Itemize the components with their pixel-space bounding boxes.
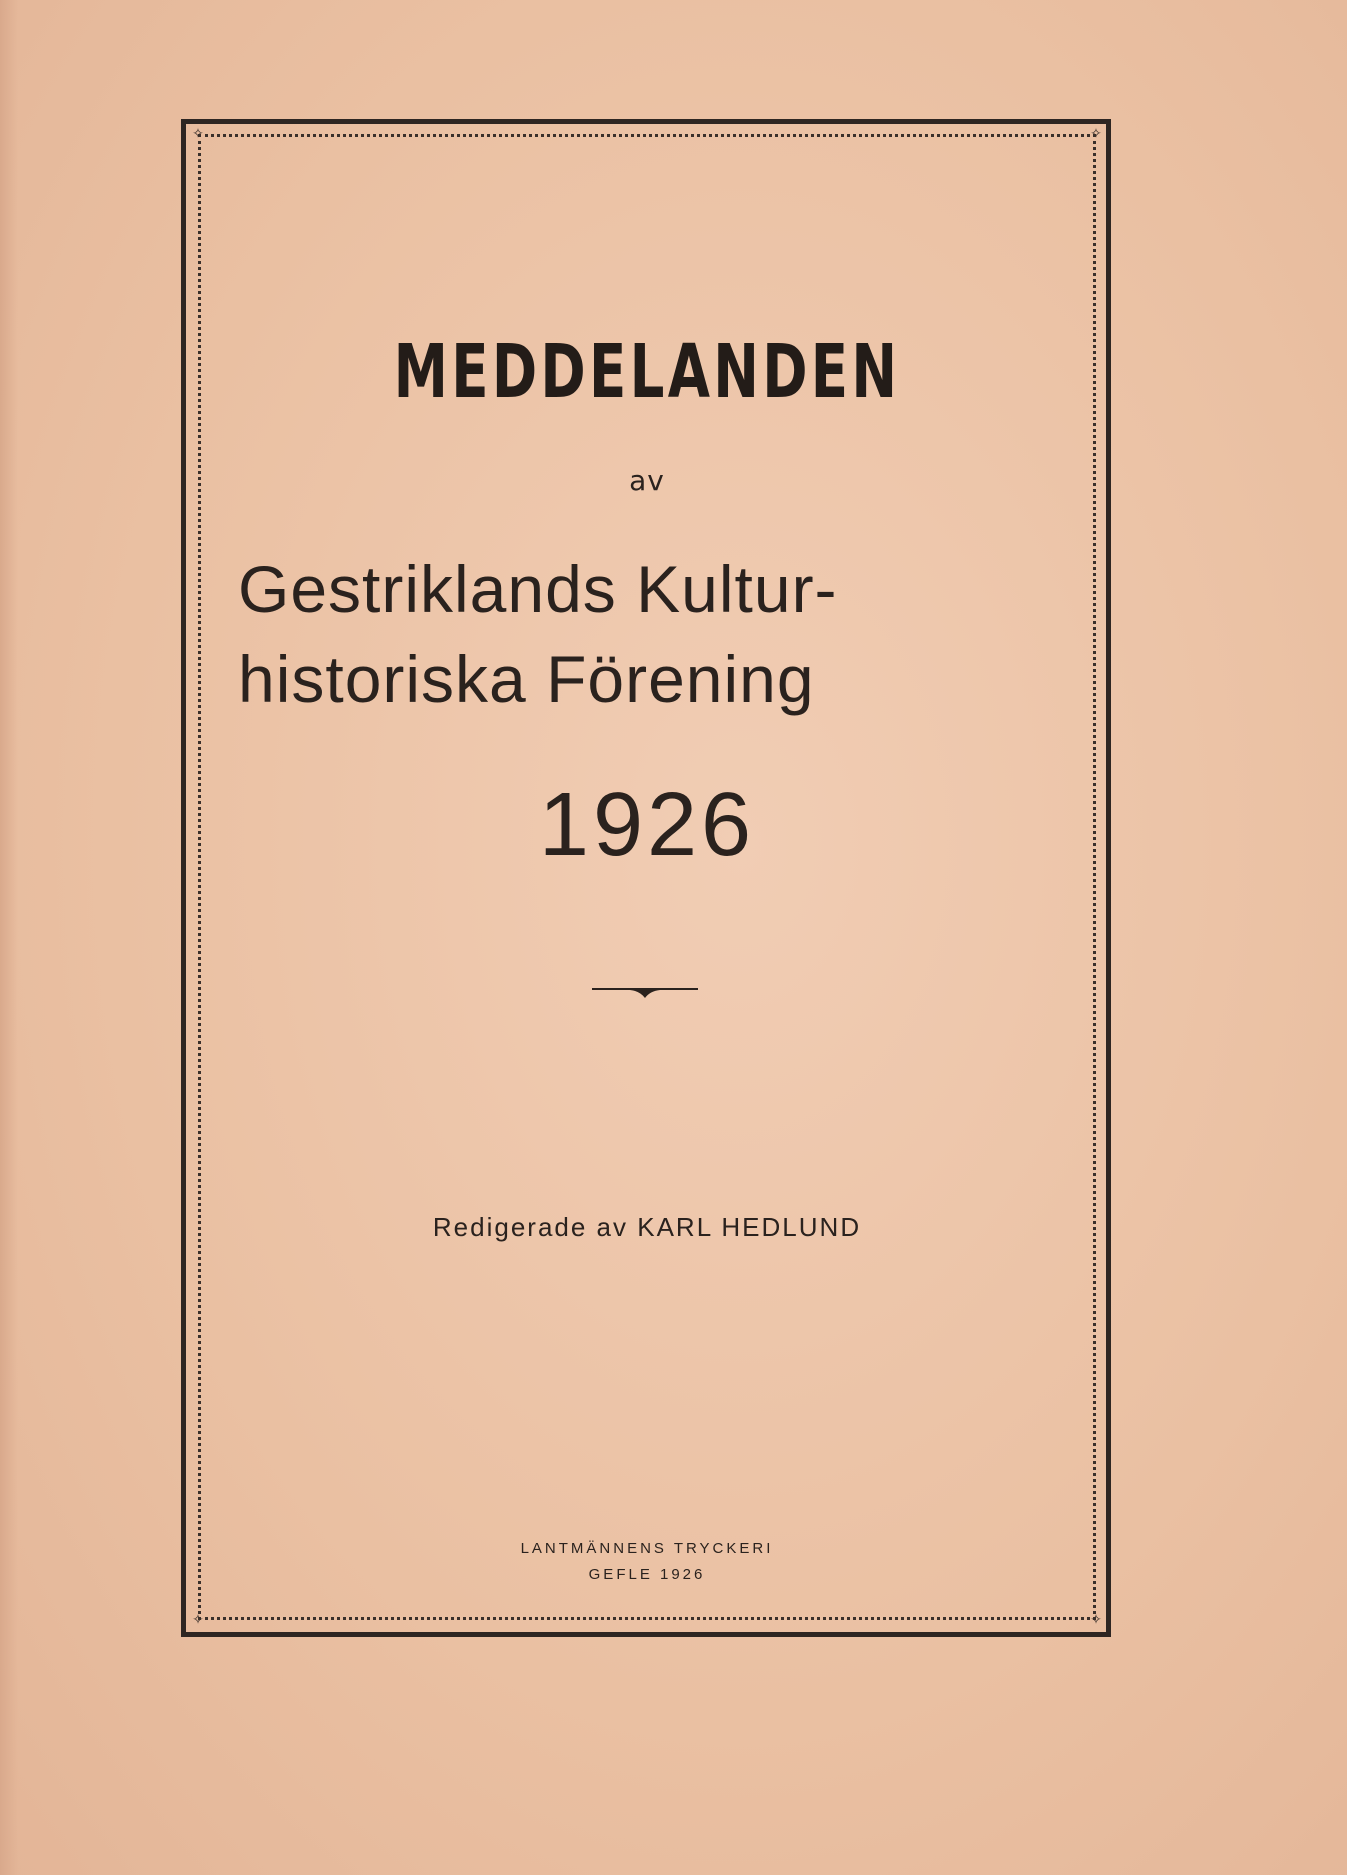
- society-name-line-1: Gestriklands Kultur-: [238, 552, 838, 626]
- corner-ornament-icon: ✧: [192, 126, 204, 142]
- society-name-line-2: historiska Förening: [238, 642, 815, 716]
- cover-year: 1926: [538, 775, 756, 875]
- corner-ornament-icon: ✧: [1090, 1612, 1102, 1628]
- corner-ornament-icon: ✧: [192, 1612, 204, 1628]
- preposition-text: av: [629, 464, 665, 497]
- society-name: [238, 544, 1058, 724]
- cover-title: MEDDELANDEN: [393, 329, 901, 415]
- printer-place-year: GEFLE 1926: [588, 1566, 706, 1583]
- printer-imprint: [198, 1536, 1096, 1588]
- divider-ornament-icon: [590, 982, 700, 1002]
- spine-shadow: [0, 0, 18, 1875]
- editor-credit: Redigerade av KARL HEDLUND: [432, 1212, 862, 1242]
- corner-ornament-icon: ✧: [1090, 126, 1102, 142]
- cover-content: [198, 134, 1096, 1620]
- printer-name: LANTMÄNNENS TRYCKERI: [520, 1540, 774, 1557]
